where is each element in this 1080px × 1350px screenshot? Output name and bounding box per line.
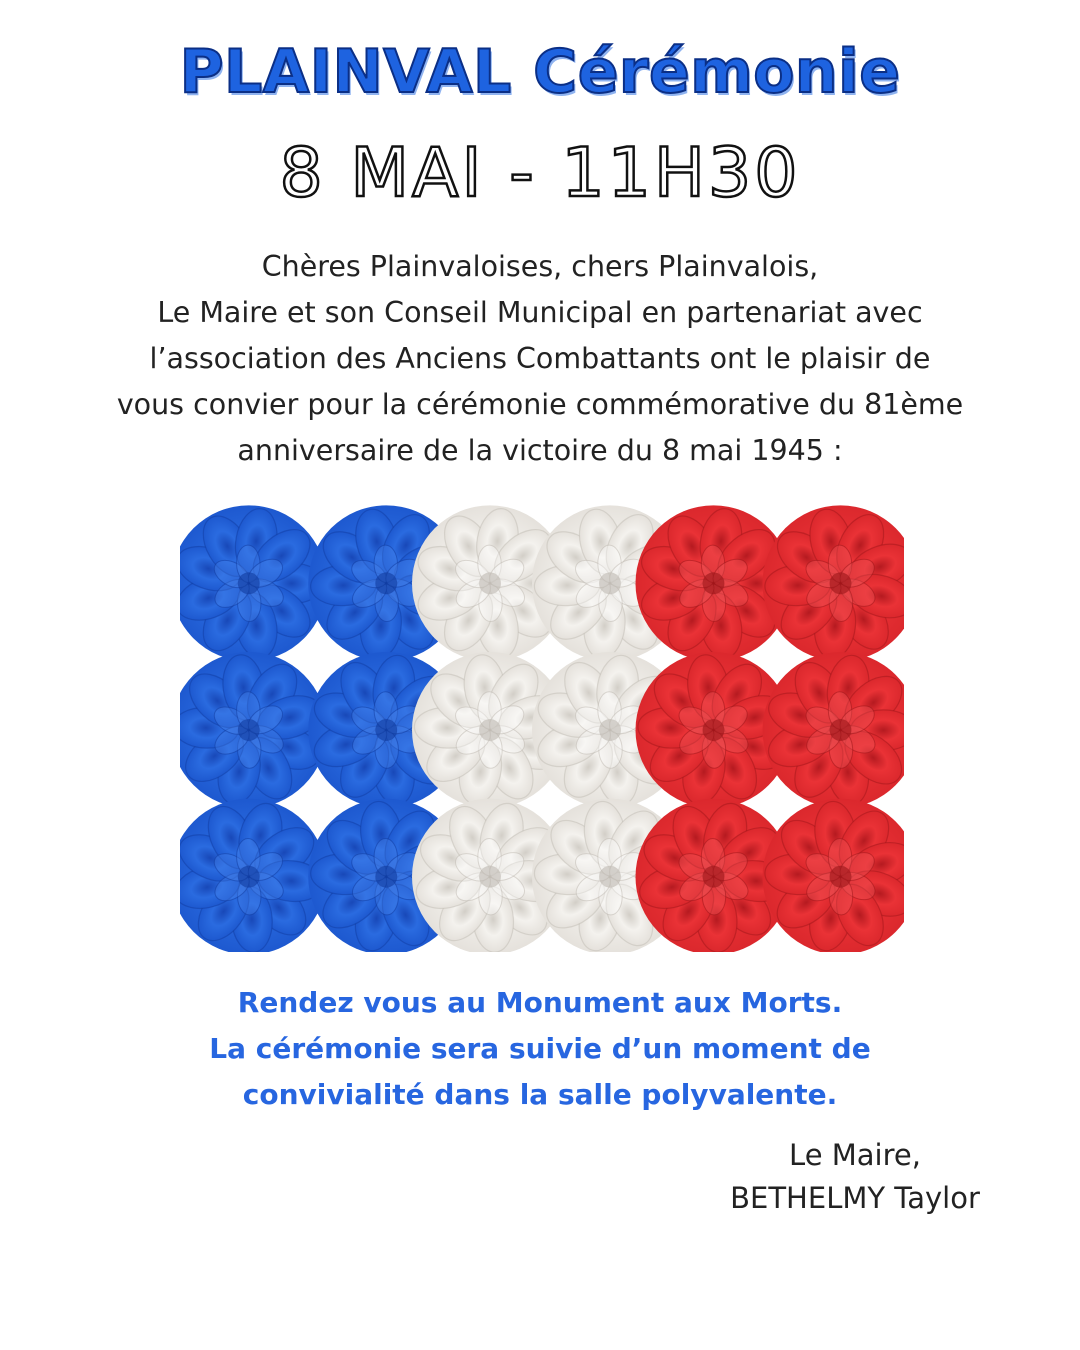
intro-line: Le Maire et son Conseil Municipal en partenariat avec [157,296,923,329]
intro-line: Chères Plainvaloises, chers Plainvalois, [261,250,819,283]
flower [180,798,327,952]
poster-title: PLAINVAL Cérémonie [179,37,901,107]
flower [180,652,327,808]
notice-line: convivialité dans la salle polyvalente. [242,1078,838,1111]
signature-name: BETHELMY Taylor [730,1181,980,1215]
signature-block [690,1134,1020,1220]
flower [763,799,905,952]
signature-role: Le Maire, [789,1138,921,1172]
event-notice [40,980,1040,1118]
intro-line: l’association des Anciens Combattants ont le plaisir de [149,342,931,375]
flower [763,505,905,661]
intro-paragraph [40,244,1040,474]
notice-line: La cérémonie sera suivie d’un moment de [209,1032,871,1065]
event-date-time: 8 MAI - 11H30 [279,134,801,213]
french-flag-flowers-image [180,500,904,952]
flower [180,505,327,661]
notice-line: Rendez vous au Monument aux Morts. [237,986,843,1019]
flower [762,652,904,808]
intro-line: anniversaire de la victoire du 8 mai 1945 : [237,434,843,467]
intro-line: vous convier pour la cérémonie commémorative du 81ème [116,388,964,421]
